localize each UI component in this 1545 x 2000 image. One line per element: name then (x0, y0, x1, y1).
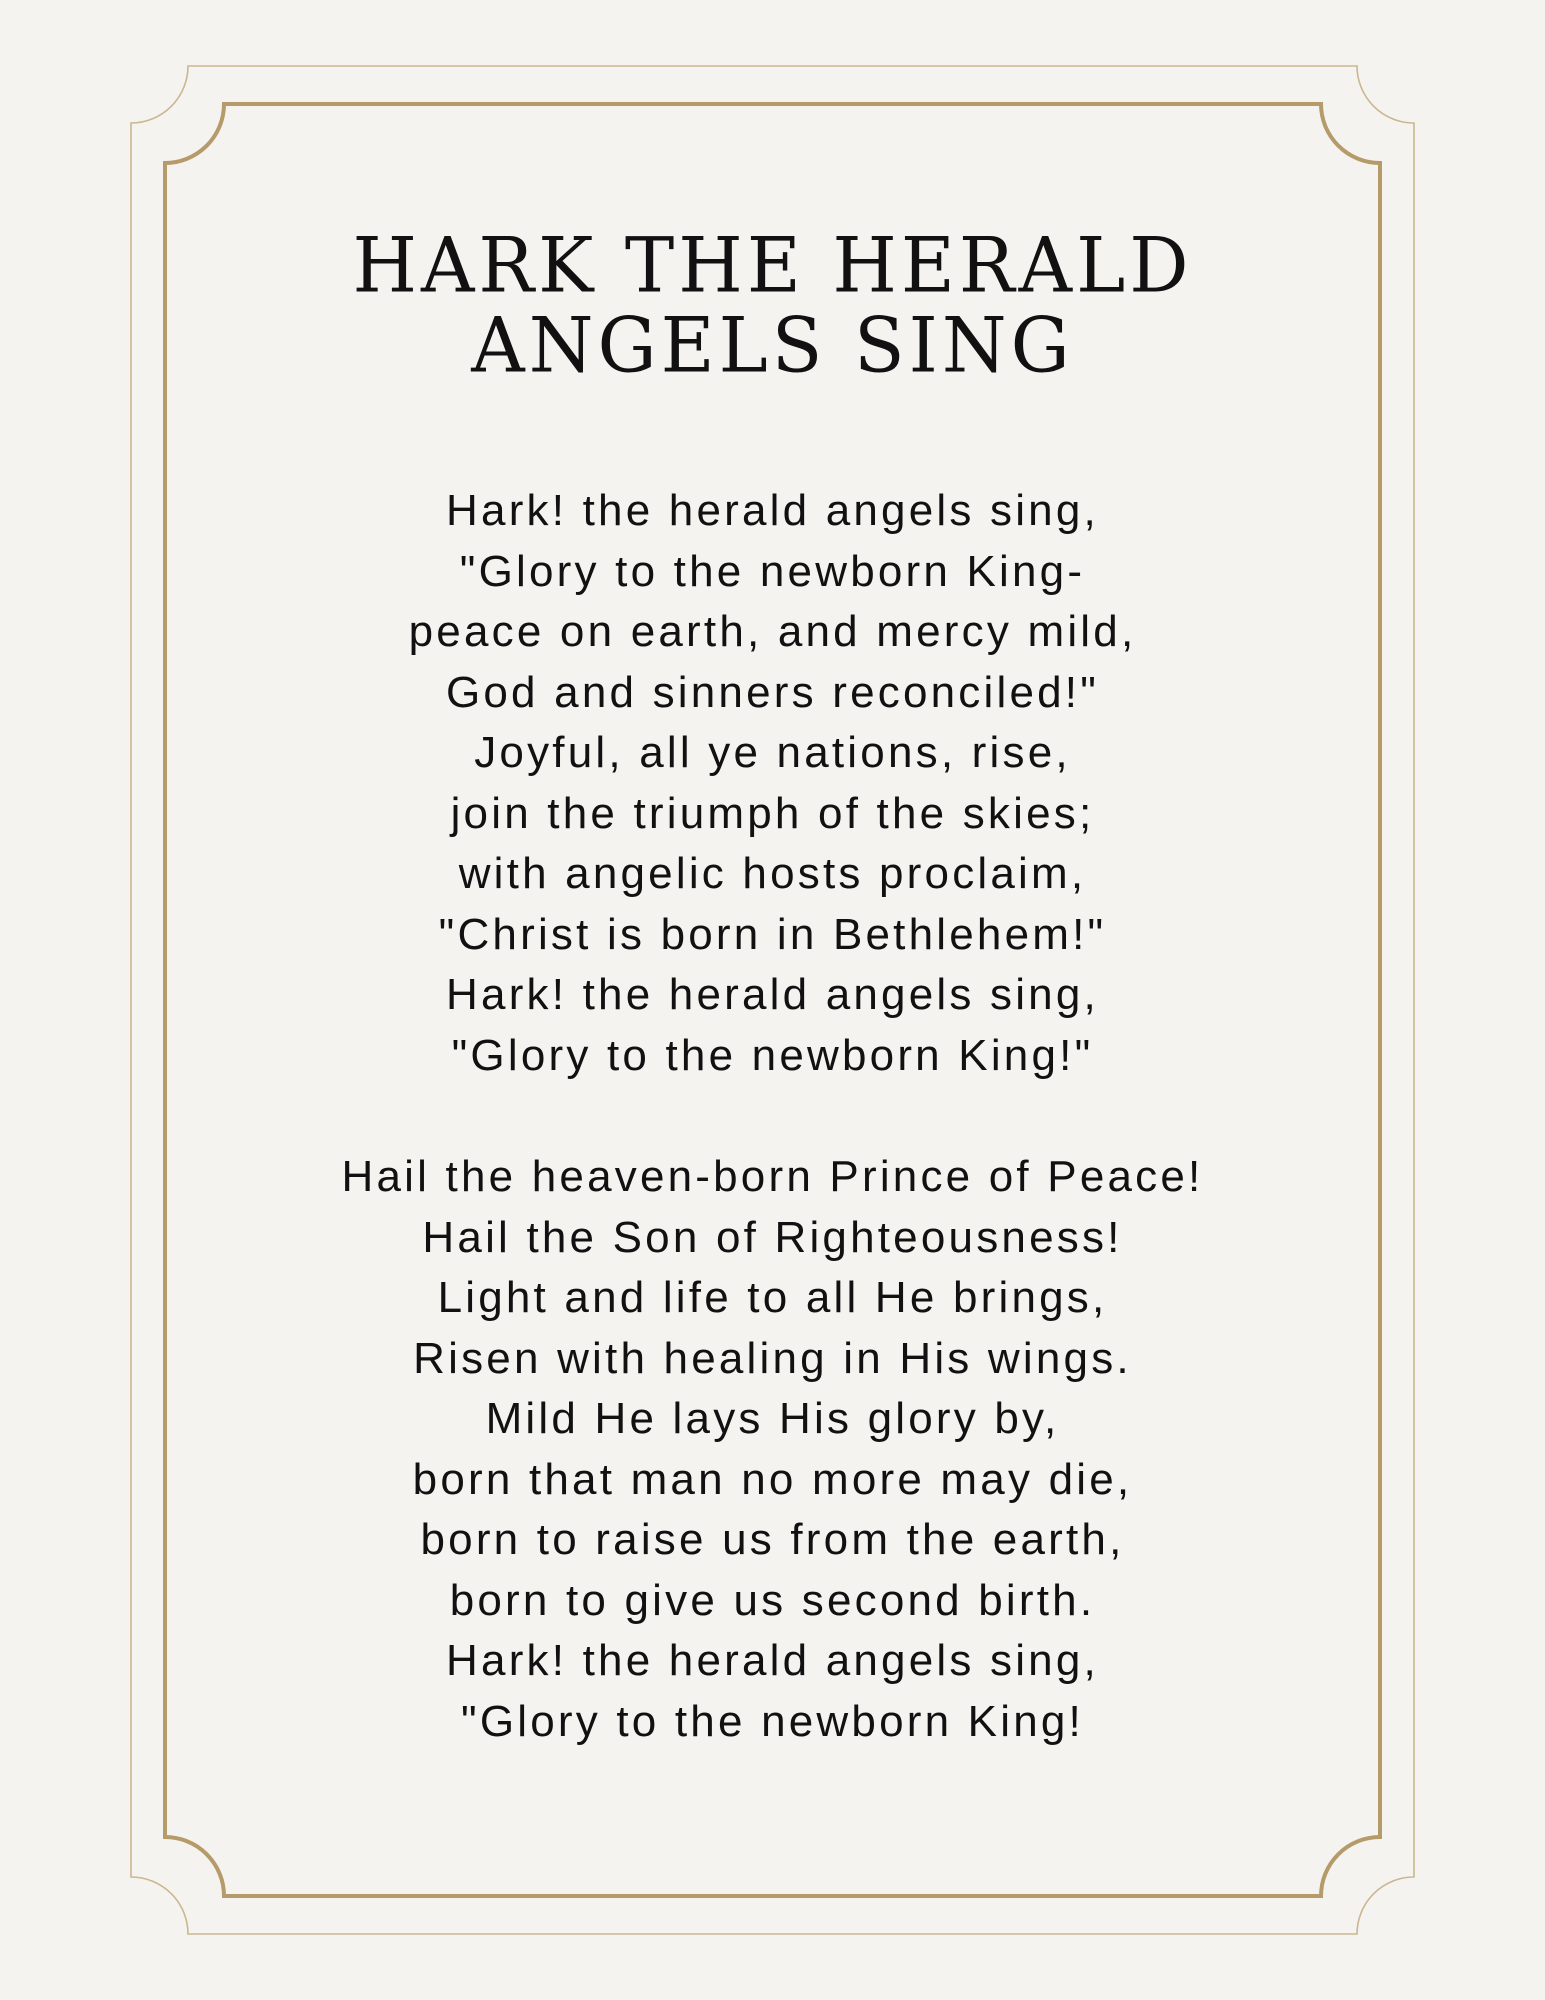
lyric-line: Hark! the herald angels sing, (446, 970, 1099, 1019)
lyric-line: Light and life to all He brings, (437, 1273, 1108, 1322)
lyric-line: God and sinners reconciled!" (445, 667, 1100, 717)
verse-2 (0, 1147, 1545, 1752)
page-title (0, 222, 1545, 390)
verse-1 (0, 481, 1545, 1086)
lyric-line: "Christ is born in Bethlehem!" (438, 909, 1107, 959)
lyric-line: join the triumph of the skies; (450, 788, 1095, 838)
lyric-line: Mild He lays His glory by, (485, 1394, 1060, 1443)
lyric-line: with angelic hosts proclaim, (458, 849, 1087, 898)
lyric-line: born to raise us from the earth, (420, 1515, 1125, 1564)
title-line-1: HARK THE HERALD (352, 222, 1193, 311)
lyric-line: Hail the heaven-born Prince of Peace! (341, 1152, 1204, 1201)
lyric-line: "Glory to the newborn King!" (451, 1030, 1094, 1080)
lyric-line: Joyful, all ye nations, rise, (474, 728, 1071, 777)
lyric-line: born to give us second birth. (449, 1575, 1096, 1625)
lyric-line: Hark! the herald angels sing, (446, 1636, 1099, 1685)
title-line-2: ANGELS SING (471, 301, 1074, 390)
lyric-line: Hail the Son of Righteousness! (422, 1212, 1123, 1262)
lyric-line: born that man no more may die, (412, 1454, 1133, 1504)
lyric-line: Risen with healing in His wings. (413, 1333, 1132, 1383)
lyric-line: Hark! the herald angels sing, (446, 486, 1099, 535)
lyric-line: "Glory to the newborn King! (461, 1696, 1084, 1746)
lyric-line: peace on earth, and mercy mild, (408, 607, 1137, 656)
lyric-line: "Glory to the newborn King- (459, 546, 1086, 596)
